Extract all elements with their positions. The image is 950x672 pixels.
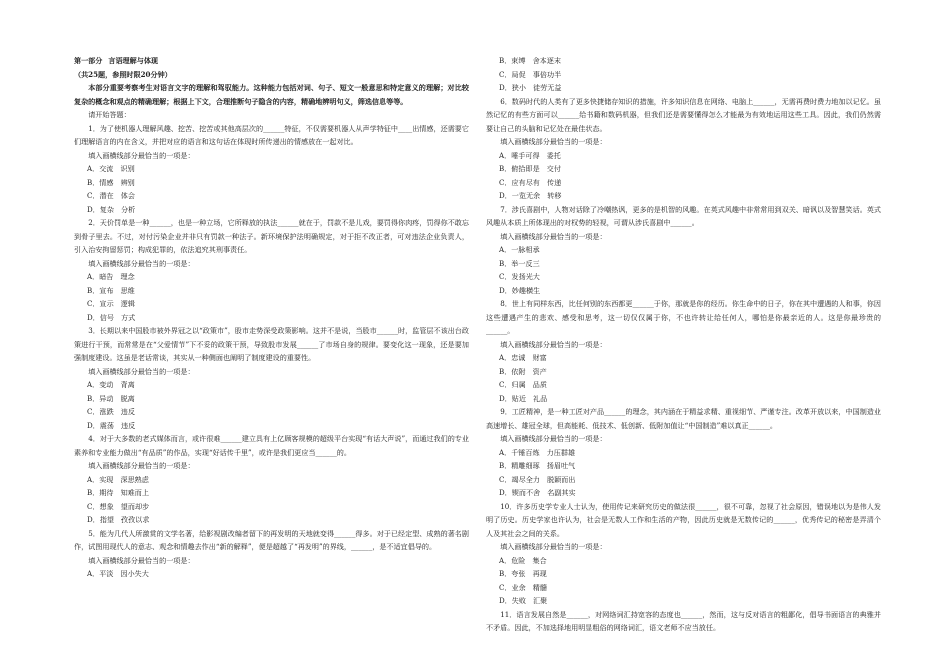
option-b: B．情感 辨别 <box>87 177 135 187</box>
option-a: A．忠诚 财富 <box>499 353 547 362</box>
option-d: D．信号 方式 <box>87 312 136 322</box>
question-4-stem: 填入画横线部分最恰当的一项是： <box>88 461 195 470</box>
question-10: 10．许多历史学专业人士认为，使用传记来研究历史的做法很______，很不可靠，忽视了社会原因，错误地以为是伟人发明了历史。历史学家也许认为，社会是无数人工作和生活的产物，因此历史就是无数传记的______，优秀传记的秘密是弄清个人及其社会之间的关系。 <box>486 501 881 538</box>
option-c: C．发扬光大 <box>499 272 540 281</box>
question-9-stem: 填入画横线部分最恰当的一项是： <box>500 434 607 443</box>
question-10-stem: 填入画横线部分最恰当的一项是： <box>500 542 607 551</box>
option-c: C．竭尽全力 脱颖而出 <box>499 474 576 484</box>
question-3: 3．长期以来中国股市被外界冠之以“政策市”，股市走势深受政策影响。这并不是说，当股市______时，监管层不该出台政策进行干预，而常常是在“父爱情节”下不妥的政策干预，导致股市发展______了市场自身的规律。要变化这一现象，还是要加强制度建设。这虽是老话常谈，其实从一种侧面也阐明了制度建设的重要性。 <box>74 326 469 362</box>
option-c: C．想象 望而却步 <box>87 501 150 511</box>
left-column <box>74 54 469 581</box>
question-8: 8．世上有同样东西，比任何别的东西都更______于你，那就是你的经历。你生命中的日子，你在其中遭遇的人和事，你因这些遭遇产生的悲欢、感受和思考，这一切仅仅属于你，不也许转让给任何人，哪怕是你最亲近的人。这是你最珍贵的______。 <box>486 299 881 335</box>
question-7-stem: 填入画横线部分最恰当的一项是： <box>500 231 607 241</box>
option-a: A．实现 深思熟虑 <box>87 474 149 484</box>
question-4: 4．对于大多数的老式媒体而言，或许很难______建立具有上亿顾客规模的超级平台实现“有话大声说”，而通过我们的专业素养和专业能力做出“有品质”的作品，实现“好话传千里”，或许是我们更应当______的。 <box>74 434 469 457</box>
question-6-stem: 填入画横线部分最恰当的一项是： <box>500 137 607 146</box>
option-c: C．涨跌 违反 <box>87 407 135 416</box>
option-d: D．失败 汇聚 <box>499 596 548 605</box>
option-b: B．举一反三 <box>499 258 540 268</box>
option-d: D．一览无余 转移 <box>499 191 562 200</box>
option-d: D．妙趣横生 <box>499 285 541 295</box>
question-6: 6．数码时代的人类有了更多快捷储存知识的措施，许多知识信息在网络、电脑上______，无需再费时费力地加以记忆。虽然记忆的有些方面可以______给书籍和数码机器，但我们还是需要懂得怎么才能最为有效地运用这些工具。因此，我们仍然需要让自己的头脑和记忆处在最佳状态。 <box>486 96 881 133</box>
option-a: A．千锤百炼 力压群雄 <box>499 447 576 457</box>
question-9: 9．工匠精神，是一种工匠对产品______的理念，其内涵在于精益求精、重视细节、严谨专注。改革开放以来，中国制造业高速增长、雄冠全球，但高能耗、低技术、低创新、低附加值让“中国制造”难以真正______。 <box>486 407 881 430</box>
right-column <box>486 54 881 635</box>
section-heading: 第一部分 言语理解与体现 <box>74 56 159 65</box>
option-a: A．交流 识别 <box>87 164 135 173</box>
option-b: B．夸张 再现 <box>499 569 547 578</box>
option-b: B．俯拾即是 交付 <box>499 164 561 173</box>
question-5: 5．能为几代人所激赏的文学名著，给影视剧改编者留下的再发明的天地就变得______得多。对于已经定型、成熟的著名剧作，试图用现代人的意志、观念和情趣去作出“新的解释”，便是超越了“再发明”的界线，______，是不适宜倡导的。 <box>74 528 469 551</box>
option-d: D．震荡 违反 <box>87 420 136 430</box>
option-c: C．业余 精髓 <box>499 582 547 592</box>
question-3-stem: 填入画横线部分最恰当的一项是： <box>88 366 195 376</box>
option-b: B．精雕细琢 扬眉吐气 <box>499 461 576 470</box>
option-b: B．束缚 舍本逐末 <box>499 56 561 65</box>
question-2: 2．天价罚单是一种______，也是一种立场，它所释放的执法______就在于，罚款不是儿戏，要罚得你肉疼，罚得你不敢忘到骨子里去。不过，对付污染企业并非只有罚款一种法子。新环境保护法明确规定，对于拒不改正者，可对违法企业负责人，引入治安拘留惩罚；构成犯罪的，依法追究其刑事责任。 <box>74 218 469 254</box>
question-2-stem: 填入画横线部分最恰当的一项是： <box>88 258 195 268</box>
option-a: A．危险 集合 <box>499 555 547 565</box>
question-1: 1．为了使机器人理解风趣、挖苦、挖苦或其他高层次的______特征，不仅需要机器人从声学特征中____出情感，还需要它们理解语言的内在含义，并把对应的语言和这句话在体现时所传递出的情感放在一起对比。 <box>74 123 469 146</box>
option-c: C．归属 品质 <box>499 380 547 389</box>
option-b: B．宣布 思维 <box>87 285 135 295</box>
option-a: A．唾手可得 委托 <box>499 150 561 160</box>
option-d: D．贴近 礼品 <box>499 393 548 403</box>
start-prompt: 请开始答题： <box>88 110 131 119</box>
option-b: B．异动 脱离 <box>87 393 135 403</box>
question-5-stem: 填入画横线部分最恰当的一项是： <box>88 555 195 565</box>
option-d: D．锲而不舍 名副其实 <box>499 488 576 497</box>
section-intro: 本部分重要考察考生对语言文字的理解和驾驭能力。这种能力包括对词、句子、短文一般意思和特定意义的理解；对比较复杂的概念和观点的精确理解；根据上下文，合理推断句子隐含的内容，精确地辨明句义，筛选信息等等。 <box>74 83 469 106</box>
option-a: A．平淡 因小失大 <box>87 569 149 578</box>
option-b: B．期待 知难而上 <box>87 488 149 497</box>
option-b: B．依附 资产 <box>499 366 547 376</box>
question-1-stem: 填入画横线部分最恰当的一项是： <box>88 150 195 160</box>
option-c: C．潜在 体会 <box>87 191 135 200</box>
question-7: 7．涉氏喜剧中，人物对话除了冷嘲热讽，更多的是机智的风趣。在英式风趣中非常常用到双关、暗讽以及智慧笑话。英式风趣从本质上所体现出的对权势的轻视，可谓从涉氏喜剧中______。 <box>486 204 881 227</box>
question-11: 11．语言发展自然是______，对网络词汇持宽容的态度也______，然而，这与反对语言的粗鄙化，倡导书面语言的典雅并不矛盾。因此，不加选择地用明显粗俗的网络词汇，语文老师不应当放任。 <box>486 609 881 632</box>
question-8-stem: 填入画横线部分最恰当的一项是： <box>500 339 607 349</box>
option-d: D．复杂 分析 <box>87 204 136 214</box>
section-time-note: （共25题，参照时限20分钟） <box>74 69 172 79</box>
option-a: A．一脉相承 <box>499 245 540 254</box>
option-c: C．宣示 逻辑 <box>87 299 135 308</box>
option-d: D．指望 孜孜以求 <box>87 515 150 524</box>
option-c: C．局促 事倍功半 <box>499 69 562 79</box>
option-d: D．狭小 徒劳无益 <box>499 83 562 92</box>
option-a: A．变动 背离 <box>87 380 135 389</box>
option-a: A．暗告 理念 <box>87 272 135 281</box>
option-c: C．应有尽有 传递 <box>499 177 562 187</box>
